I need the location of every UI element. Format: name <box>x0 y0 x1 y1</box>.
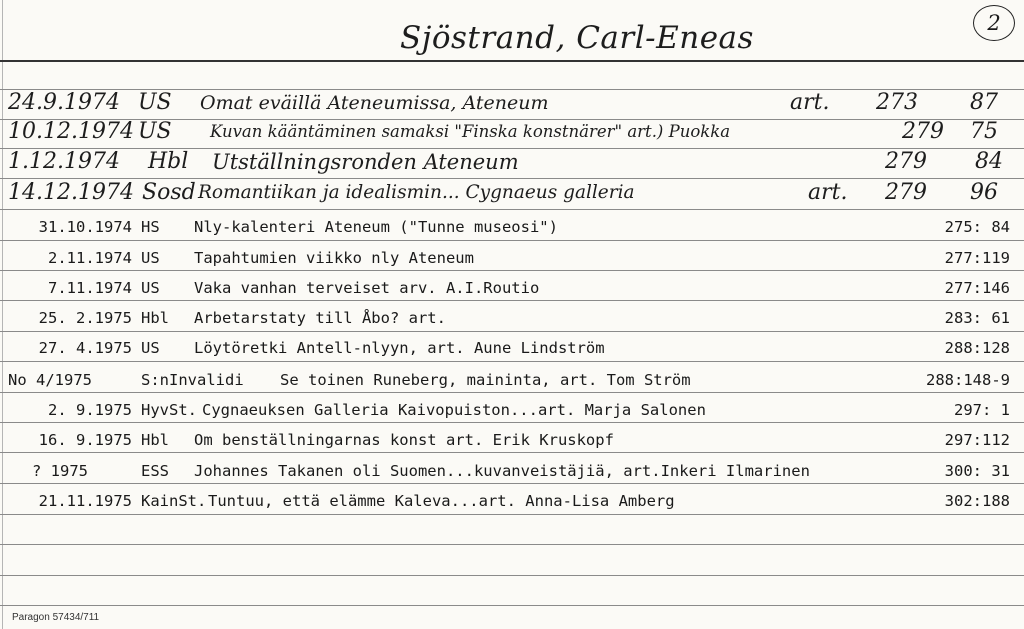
entry-text: Cygnaeuksen Galleria Kaivopuiston...art. Marja Salonen <box>202 401 706 419</box>
entry-ref: 302:188 <box>944 492 1010 510</box>
table-row <box>0 334 1024 363</box>
table-row <box>0 487 1024 516</box>
hw-page: 75 <box>970 119 998 144</box>
entry-ref: 288:128 <box>944 339 1010 357</box>
ruled-line <box>0 605 1024 606</box>
hw-volume: 279 <box>902 119 944 144</box>
hw-text: Utställningsronden Ateneum <box>212 150 519 174</box>
hw-date: 10.12.1974 <box>8 119 134 144</box>
entry-ref: 288:148-9 <box>926 371 1010 389</box>
table-row <box>0 366 1024 395</box>
hw-art: art. <box>790 90 830 115</box>
entry-text: Se toinen Runeberg, maininta, art. Tom Ström <box>280 371 691 389</box>
entry-text: Vaka vanhan terveiset arv. A.I.Routio <box>194 279 540 297</box>
ruled-line <box>0 575 1024 576</box>
card-header-name: Sjöstrand, Carl-Eneas <box>400 20 754 56</box>
entry-ref: 300: 31 <box>944 462 1010 480</box>
table-row <box>0 396 1024 425</box>
entry-ref: 277:119 <box>944 249 1010 267</box>
ruled-line <box>0 209 1024 210</box>
entry-source: US <box>141 339 160 357</box>
ruled-line <box>0 544 1024 545</box>
entry-source: HS <box>141 218 160 236</box>
entry-source: ESS <box>141 462 169 480</box>
entry-ref: 283: 61 <box>944 309 1010 327</box>
entry-text: Arbetarstaty till Åbo? art. <box>194 309 446 327</box>
entry-date: 31.10.1974 <box>38 218 132 236</box>
entry-source: US <box>141 279 160 297</box>
entry-date: No 4/1975 <box>8 371 92 389</box>
table-row <box>0 274 1024 303</box>
table-row <box>0 213 1024 242</box>
hw-source: US <box>138 90 172 115</box>
entry-text: Johannes Takanen oli Suomen...kuvanveistäjiä, art.Inkeri Ilmarinen <box>194 462 810 480</box>
entry-ref: 297:112 <box>944 431 1010 449</box>
hw-text: Omat eväillä Ateneumissa, Ateneum <box>200 92 549 114</box>
entry-source: Hbl <box>141 309 169 327</box>
entry-text: Om benställningarnas konst art. Erik Kruskopf <box>194 431 614 449</box>
entry-date: 27. 4.1975 <box>38 339 132 357</box>
entry-date: 16. 9.1975 <box>38 431 132 449</box>
hw-page: 96 <box>970 180 998 205</box>
hw-date: 1.12.1974 <box>8 149 120 174</box>
entry-date: 7.11.1974 <box>48 279 132 297</box>
entry-text: Tapahtumien viikko nly Ateneum <box>194 249 474 267</box>
entry-ref: 275: 84 <box>944 218 1010 236</box>
entry-date: ? 1975 <box>32 462 88 480</box>
hw-page: 84 <box>975 149 1003 174</box>
entry-source: US <box>141 249 160 267</box>
card-number-circle: 2 <box>973 5 1015 41</box>
hw-volume: 279 <box>885 180 927 205</box>
table-row <box>0 304 1024 333</box>
entry-source: Hbl <box>141 431 169 449</box>
hw-date: 14.12.1974 <box>8 180 134 205</box>
hw-source: Sosd <box>142 180 196 205</box>
hw-source: Hbl <box>148 149 189 174</box>
hw-page: 87 <box>970 90 998 115</box>
entry-date: 2.11.1974 <box>48 249 132 267</box>
hw-text: Kuvan kääntäminen samaksi "Finska konstnärer" art.) Puokka <box>210 122 731 141</box>
entry-date: 2. 9.1975 <box>48 401 132 419</box>
card-footer: Paragon 57434/711 <box>12 612 100 623</box>
hw-date: 24.9.1974 <box>8 90 120 115</box>
entry-text: Nly-kalenteri Ateneum ("Tunne museosi") <box>194 218 558 236</box>
table-row <box>0 426 1024 455</box>
entry-date: 25. 2.1975 <box>38 309 132 327</box>
entry-ref: 277:146 <box>944 279 1010 297</box>
hw-art: art. <box>808 180 848 205</box>
entry-source: KainSt. <box>141 492 207 510</box>
entry-source: HyvSt. <box>141 401 197 419</box>
hw-text: Romantiikan ja idealismin... Cygnaeus galleria <box>198 182 635 203</box>
entry-text: Tuntuu, että elämme Kaleva...art. Anna-Lisa Amberg <box>208 492 675 510</box>
entry-source: S:nInvalidi <box>141 371 244 389</box>
entry-text: Löytöretki Antell-nlyyn, art. Aune Lindström <box>194 339 605 357</box>
table-row <box>0 244 1024 273</box>
hw-volume: 273 <box>876 90 918 115</box>
hw-source: US <box>138 119 172 144</box>
entry-date: 21.11.1975 <box>38 492 132 510</box>
hw-volume: 279 <box>885 149 927 174</box>
entry-ref: 297: 1 <box>954 401 1010 419</box>
table-row <box>0 457 1024 486</box>
header-rule <box>0 60 1024 62</box>
